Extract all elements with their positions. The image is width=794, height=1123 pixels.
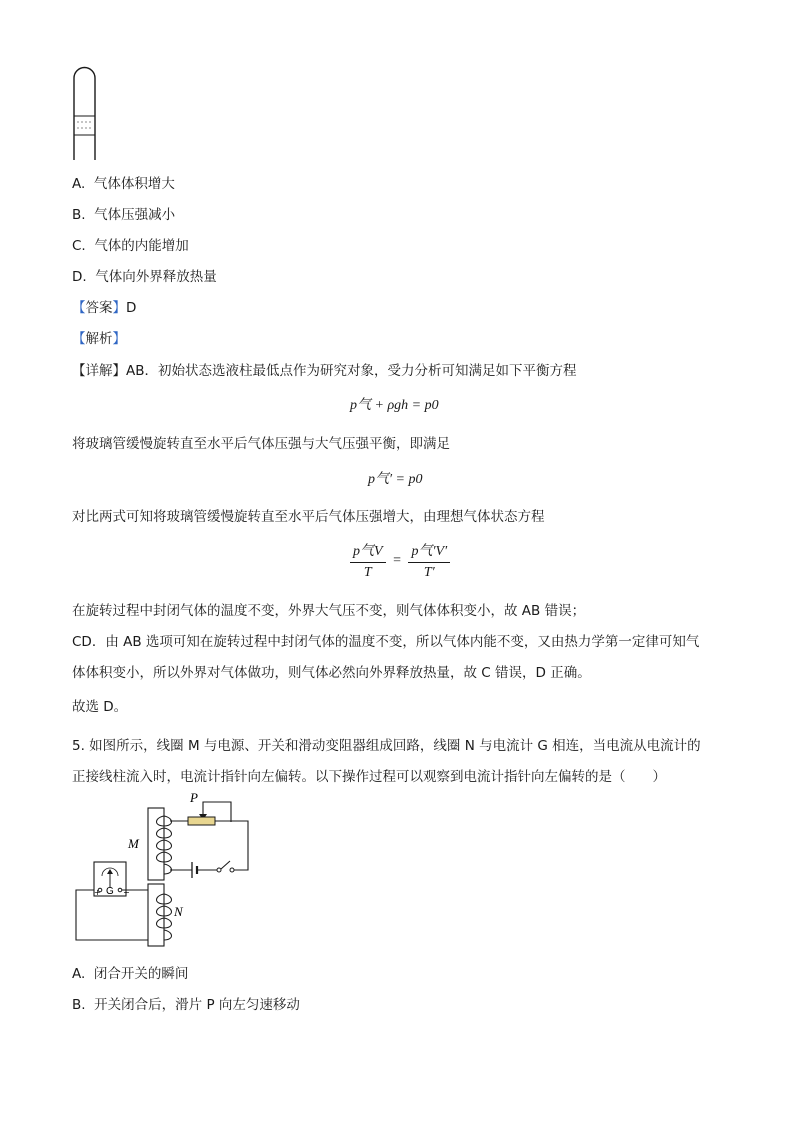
equation-3: $\frac{\text{p气V}}{T}$ = $\frac{\text{p气′V′}}{T'}$ [350,540,450,581]
answer-value: D [126,300,137,316]
q5-option-b: B. 开关闭合后，滑片 P 向左匀速移动 [72,997,300,1013]
detail-line-2: 将玻璃管缓慢旋转直至水平后气体压强与大气压强平衡，即满足 [72,436,450,452]
q4-option-b: B. 气体压强减小 [72,207,176,223]
q4-option-c: C. 气体的内能增加 [72,238,189,254]
answer-label: 答案 [85,300,113,316]
equation-1: p气 + ρgh = p0 [350,398,439,413]
detail-line-3: 对比两式可知将玻璃管缓慢旋转直至水平后气体压强增大，由理想气体状态方程 [72,509,545,525]
analysis-heading: 【解析】 [72,331,126,347]
q5-stem-line-2: 正接线柱流入时，电流计指针向左偏转。以下操作过程可以观察到电流计指针向左偏转的是（ ） [72,769,666,785]
test-tube-figure [70,64,100,160]
detail-line-5: CD．由 AB 选项可知在旋转过程中封闭气体的温度不变，所以气体内能不变，又由热力学第一定律可知气 [72,634,700,650]
answer-line: 【答案】D [72,300,137,316]
label-n: N [174,904,183,919]
rheostat [188,817,215,825]
q5-option-a: A. 闭合开关的瞬间 [72,966,189,982]
equation-2: p气′ = p0 [368,472,423,487]
coil-m-core [148,808,164,880]
coil-n-core [148,884,164,946]
label-g: G [106,886,114,897]
detail-line-1: 【详解】AB．初始状态选液柱最低点作为研究对象，受力分析可知满足如下平衡方程 [72,363,577,379]
q4-option-d: D. 气体向外界释放热量 [72,269,217,285]
q4-option-a: A. 气体体积增大 [72,176,175,192]
label-plus: + [94,888,101,897]
circuit-figure [70,790,260,950]
detail-line-4: 在旋转过程中封闭气体的温度不变，外界大气压不变，则气体体积变小，故 AB 错误； [72,603,586,619]
label-m: M [128,836,139,851]
detail-line-6: 体体积变小，所以外界对气体做功，则气体必然向外界释放热量，故 C 错误，D 正确。 [72,665,591,681]
q5-stem-line-1: 5. 如图所示，线圈 M 与电源、开关和滑动变阻器组成回路，线圈 N 与电流计 G 相连，当电流从电流计的 [72,738,701,754]
switch [217,868,221,872]
label-minus: − [123,888,130,897]
label-p: P [190,790,198,805]
detail-line-7: 故选 D。 [72,699,128,715]
